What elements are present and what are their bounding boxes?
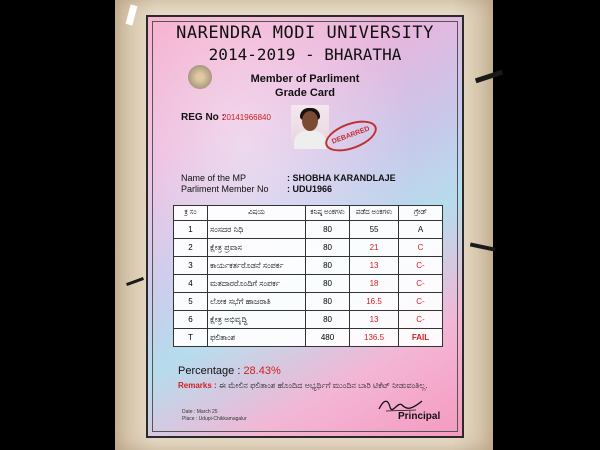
table-cell: ಕ್ಷೇತ್ರ ಅಭಿವೃದ್ಧಿ: [207, 311, 305, 329]
header-cell: ಕನಿಷ್ಠ ಅಂಕಗಳು: [305, 206, 349, 221]
table-cell: 13: [350, 257, 399, 275]
member-photo: [291, 105, 329, 149]
date-place: [182, 409, 247, 423]
card-subtitle: Member of Parliment: [250, 73, 360, 85]
reg-label: REG No :: [181, 112, 225, 123]
table-cell: ಫಲಿತಾಂಶ: [207, 329, 305, 347]
percentage: [178, 365, 281, 377]
table-cell: 55: [350, 221, 399, 239]
info-values: [287, 173, 396, 195]
table-cell: 80: [305, 293, 349, 311]
table-cell: T: [174, 329, 208, 347]
table-cell: 1: [174, 221, 208, 239]
table-cell: C-: [398, 311, 442, 329]
principal-label: Principal: [398, 411, 441, 422]
percentage-label: Percentage :: [178, 365, 241, 377]
table-cell: FAIL: [398, 329, 442, 347]
info-labels: [181, 173, 269, 195]
grades-table: [173, 205, 443, 347]
name-label: Name of the MP: [181, 173, 247, 183]
table-cell: 480: [305, 329, 349, 347]
table-row: [174, 275, 443, 293]
table-cell: 3: [174, 257, 208, 275]
table-cell: ಸಂಸದರ ನಿಧಿ: [207, 221, 305, 239]
table-cell: C: [398, 239, 442, 257]
table-cell: 136.5: [350, 329, 399, 347]
table-row: [174, 257, 443, 275]
debarred-stamp: DEBARRED: [321, 115, 381, 158]
table-row: [174, 239, 443, 257]
name-value: : SHOBHA KARANDLAJE: [287, 173, 396, 183]
date-text: Date : March 25: [182, 409, 218, 415]
table-cell: 2: [174, 239, 208, 257]
card-subtitle: Grade Card: [275, 87, 335, 99]
header-cell: ಪಡೆದ ಅಂಕಗಳು: [350, 206, 399, 221]
table-row: [174, 311, 443, 329]
table-cell: C-: [398, 293, 442, 311]
table-cell: 80: [305, 221, 349, 239]
table-header-row: [174, 206, 443, 221]
table-cell: 80: [305, 239, 349, 257]
table-cell: 80: [305, 257, 349, 275]
table-cell: 18: [350, 275, 399, 293]
table-cell: 80: [305, 275, 349, 293]
table-cell: 4: [174, 275, 208, 293]
table-cell: C-: [398, 275, 442, 293]
remarks-label: Remarks :: [178, 381, 217, 390]
place-text: Place : Udupi-Chikkamagalur: [182, 416, 247, 422]
header-cell: ಗ್ರೇಡ್: [398, 206, 442, 221]
table-cell: 6: [174, 311, 208, 329]
member-no-label: Parliment Member No: [181, 184, 269, 194]
percentage-value: 28.43%: [243, 365, 281, 377]
table-row: [174, 221, 443, 239]
table-row: [174, 329, 443, 347]
table-cell: 21: [350, 239, 399, 257]
member-no-value: : UDU1966: [287, 184, 333, 194]
table-cell: 13: [350, 311, 399, 329]
table-cell: ಕಾರ್ಯಕರ್ತರೊಡನೆ ಸಂಪರ್ಕ: [207, 257, 305, 275]
header-cell: ಕ್ರ ಸಂ: [174, 206, 208, 221]
table-cell: 16.5: [350, 293, 399, 311]
table-cell: ಕ್ಷೇತ್ರ ಪ್ರವಾಸ: [207, 239, 305, 257]
header-cell: ವಿಷಯ: [207, 206, 305, 221]
table-cell: 5: [174, 293, 208, 311]
table-cell: 80: [305, 311, 349, 329]
table-cell: C-: [398, 257, 442, 275]
reg-value: 20141966840: [222, 113, 271, 122]
table-cell: ಲೋಕ ಸಭೆಗೆ ಹಾಜರಾತಿ: [207, 293, 305, 311]
table-cell: A: [398, 221, 442, 239]
table-row: [174, 293, 443, 311]
university-title: NARENDRA MODI UNIVERSITY: [176, 23, 434, 43]
remarks: [178, 381, 428, 391]
table-cell: ಮತದಾರರೊಂದಿಗೆ ಸಂಪರ್ಕ: [207, 275, 305, 293]
remarks-text: ಈ ಮೇಲಿನ ಫಲಿತಾಂಶ ಹೊಂದಿದ ಅಭ್ಯರ್ಥಿಗೆ ಮುಂದಿನ ಬಾರಿ ಟಿಕೆಟ್ ನೀಡುವಂತಿಲ್ಲ.: [218, 381, 428, 390]
period-title: 2014-2019 - BHARATHA: [208, 45, 402, 64]
grade-card: [146, 15, 464, 438]
